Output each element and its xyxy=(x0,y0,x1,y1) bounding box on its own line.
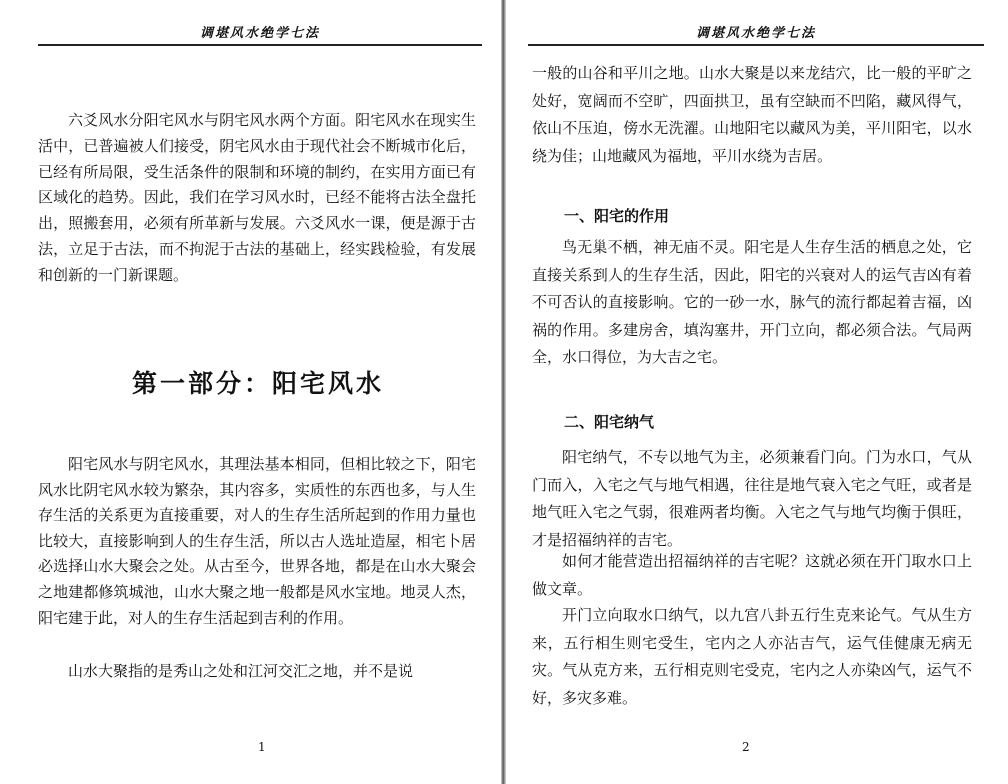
body-paragraph: 山水大聚指的是秀山之处和江河交汇之地，并不是说 xyxy=(68,662,414,680)
section-heading: 一、阳宅的作用 xyxy=(564,207,670,225)
body-paragraph: 鸟无巢不栖，神无庙不灵。阳宅是人生存生活的栖息之处，它直接关系到人的生存生活，因此，阳宅的兴衰对人的运气吉凶有着不可否认的直接影响。它的一砂一水，脉气的流行都起着吉福，凶祸的作用。多建房舍，填沟塞井，开门立向，都必须合法。气局两全，水口得位，为大吉之宅。 xyxy=(532,238,972,366)
running-header: 调堪风水绝学七法 xyxy=(199,26,320,41)
continued-paragraph: 一般的山谷和平川之地。山水大聚是以来龙结穴，比一般的平旷之处好，宽阔而不空旷，四面拱卫，虽有空缺而不凹陷，藏风得气，依山不压迫，傍水无洗濯。山地阳宅以藏风为美，平川阳宅，以水绕为佳；山地藏风为福地，平川水绕为吉居。 xyxy=(532,64,972,165)
header-rule xyxy=(528,44,984,46)
body-paragraph: 开门立向取水口纳气，以九宫八卦五行生克来论气。气从生方来，五行相生则宅受生，宅内之人亦沾吉气，运气佳健康无病无灾。气从克方来，五行相克则宅受克，宅内之人亦染凶气，运气不好，多灾多难。 xyxy=(532,606,972,707)
part-title: 第一部分：阳宅风水 xyxy=(131,369,384,398)
running-header: 调堪风水绝学七法 xyxy=(695,26,816,41)
header-rule xyxy=(38,44,482,46)
intro-paragraph: 六爻风水分阳宅风水与阴宅风水两个方面。阳宅风水在现实生活中，已普遍被人们接受，阴宅风水由于现代社会不断城市化后，已经有所局限，受生活条件的限制和环境的制约，在实用方面已有区域化的趋势。因此，我们在学习风水时，已经不能将古法全盘托出，照搬套用，必须有所革新与发展。六爻风水一课，便是源于古法，立足于古法，而不拘泥于古法的基础上，经实践检验，有发展和创新的一门新课题。 xyxy=(38,111,476,284)
book-spine xyxy=(501,0,506,784)
page-number: 1 xyxy=(258,740,266,754)
page-number: 2 xyxy=(742,740,750,754)
body-paragraph: 阳宅纳气，不专以地气为主，必须兼看门向。门为水口，气从门而入，入宅之气与地气相遇，往往是地气衰入宅之气旺，或者是地气旺入宅之气弱，很难两者均衡。入宅之气与地气均衡于俱旺，才是招福纳祥的吉宅。 xyxy=(532,448,972,549)
body-paragraph: 阳宅风水与阴宅风水，其理法基本相同，但相比较之下，阳宅风水比阴宅风水较为繁杂，其内容多，实质性的东西也多，与人生存生活的关系更为直接重要，对人的生存生活所起到的作用力量也比较大，直接影响到人的生存生活，所以古人选址造屋，相宅卜居必选择山水大聚会之处。从古至今，世界各地，都是在山水大聚会之地建都修筑城池，山水大聚之地一般都是风水宝地。地灵人杰，阳宅建于此，对人的生存生活起到吉利的作用。 xyxy=(38,455,476,627)
right-page xyxy=(508,0,1008,784)
section-heading: 二、阳宅纳气 xyxy=(564,413,655,431)
body-paragraph: 如何才能营造出招福纳祥的吉宅呢？这就必须在开门取水口上做文章。 xyxy=(532,552,972,598)
